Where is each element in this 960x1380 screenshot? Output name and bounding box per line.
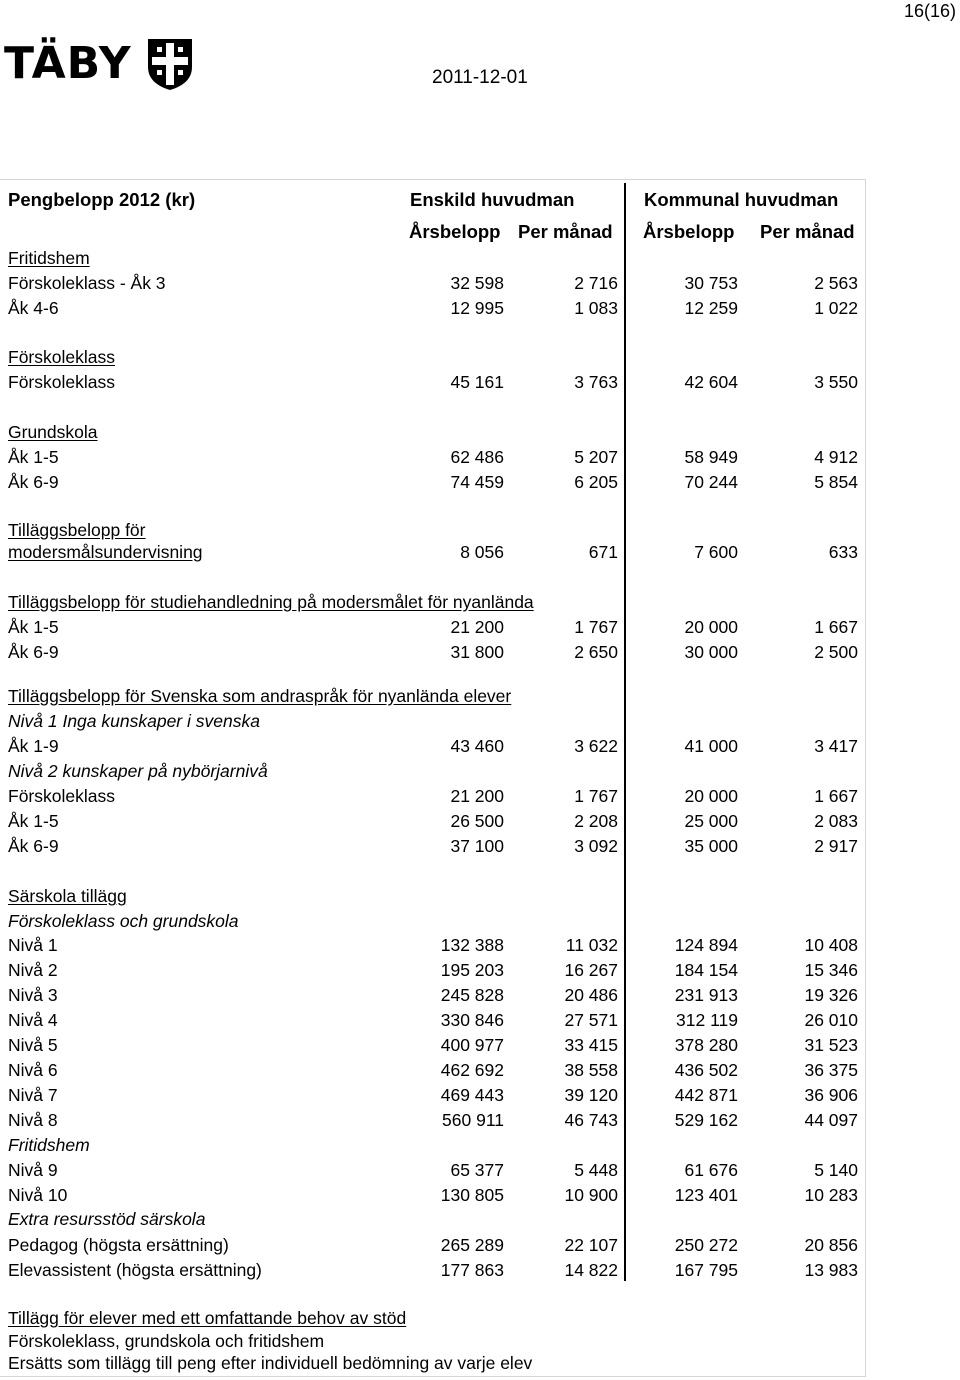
cell-enskild-arsbelopp: 26 500 — [450, 811, 504, 831]
cell-kommunal-arsbelopp: 250 272 — [674, 1235, 738, 1255]
cell-enskild-arsbelopp: 43 460 — [450, 736, 504, 756]
cell-enskild-per-manad: 39 120 — [564, 1085, 618, 1105]
row-label: Pedagog (högsta ersättning) — [8, 1235, 229, 1255]
subheader-per-manad-enskild: Per månad — [518, 221, 613, 242]
table-row — [8, 909, 860, 934]
cell-enskild-arsbelopp: 45 161 — [450, 372, 504, 392]
cell-enskild-per-manad: 14 822 — [564, 1260, 618, 1280]
cell-kommunal-arsbelopp: 529 162 — [674, 1110, 738, 1130]
cell-kommunal-per-manad: 2 500 — [814, 642, 858, 662]
row-label: Nivå 6 — [8, 1060, 58, 1080]
cell-enskild-per-manad: 5 448 — [574, 1160, 618, 1180]
cell-kommunal-arsbelopp: 70 244 — [684, 472, 738, 492]
cell-kommunal-arsbelopp: 30 000 — [684, 642, 738, 662]
cell-kommunal-per-manad: 633 — [828, 542, 858, 562]
table-row — [8, 1158, 860, 1183]
cell-enskild-arsbelopp: 130 805 — [440, 1185, 504, 1205]
cell-kommunal-arsbelopp: 41 000 — [684, 736, 738, 756]
table-row — [8, 684, 860, 709]
page-number: 16(16) — [903, 1, 956, 21]
cell-enskild-per-manad: 671 — [588, 542, 618, 562]
table-row — [8, 590, 860, 615]
row-label: Förskoleklass - Åk 3 — [8, 273, 166, 293]
section-heading: Nivå 2 kunskaper på nybörjarnivå — [8, 761, 268, 781]
section-heading: Tilläggsbelopp för — [8, 520, 146, 540]
table-row — [8, 246, 860, 271]
cell-enskild-per-manad: 2 650 — [574, 642, 618, 662]
table-row — [8, 1108, 860, 1133]
table-row — [8, 1133, 860, 1158]
cell-enskild-per-manad: 2 208 — [574, 811, 618, 831]
table-row — [8, 834, 860, 859]
footer-text: Ersätts som tillägg till peng efter individuell bedömning av varje elev — [8, 1353, 533, 1373]
header-enskild: Enskild huvudman — [410, 189, 575, 210]
section-heading: Extra resursstöd särskola — [8, 1209, 206, 1229]
cell-kommunal-arsbelopp: 436 502 — [674, 1060, 738, 1080]
table-row — [8, 345, 860, 370]
row-label: Elevassistent (högsta ersättning) — [8, 1260, 262, 1280]
table-row — [8, 640, 860, 665]
cell-enskild-arsbelopp: 74 459 — [450, 472, 504, 492]
cell-enskild-per-manad: 20 486 — [564, 985, 618, 1005]
cell-enskild-arsbelopp: 400 977 — [440, 1035, 504, 1055]
cell-kommunal-per-manad: 5 854 — [814, 472, 858, 492]
cell-kommunal-arsbelopp: 20 000 — [684, 617, 738, 637]
cell-enskild-per-manad: 2 716 — [574, 273, 618, 293]
row-label: Nivå 7 — [8, 1085, 58, 1105]
cell-enskild-arsbelopp: 8 056 — [460, 542, 504, 562]
cell-enskild-arsbelopp: 560 911 — [442, 1110, 504, 1130]
logo-wordmark: TÄBY — [4, 38, 132, 89]
cell-enskild-arsbelopp: 12 995 — [450, 298, 504, 318]
cell-kommunal-arsbelopp: 123 401 — [674, 1185, 738, 1205]
table-row — [8, 540, 860, 565]
row-label: Nivå 2 — [8, 960, 58, 980]
table-row — [8, 420, 860, 445]
section-heading: Tilläggsbelopp för Svenska som andraspråk för nyanlända elever — [8, 686, 512, 706]
cell-enskild-arsbelopp: 31 800 — [450, 642, 504, 662]
cell-kommunal-arsbelopp: 231 913 — [674, 985, 738, 1005]
cell-kommunal-arsbelopp: 30 753 — [684, 273, 738, 293]
footer-text: Förskoleklass, grundskola och fritidshem — [8, 1331, 325, 1351]
table-row — [8, 1233, 860, 1258]
cell-enskild-per-manad: 3 622 — [574, 736, 618, 756]
cell-enskild-per-manad: 38 558 — [564, 1060, 618, 1080]
row-label: Åk 1-9 — [8, 736, 59, 756]
cell-enskild-arsbelopp: 462 692 — [440, 1060, 504, 1080]
table-row — [8, 296, 860, 321]
cell-kommunal-per-manad: 15 346 — [804, 960, 858, 980]
table-row — [8, 983, 860, 1008]
cell-enskild-per-manad: 1 083 — [574, 298, 618, 318]
cell-enskild-arsbelopp: 177 863 — [440, 1260, 504, 1280]
cell-enskild-arsbelopp: 21 200 — [450, 786, 504, 806]
cell-kommunal-arsbelopp: 184 154 — [674, 960, 738, 980]
cell-kommunal-arsbelopp: 167 795 — [674, 1260, 738, 1280]
cell-kommunal-per-manad: 4 912 — [814, 447, 858, 467]
taby-logo — [4, 36, 194, 92]
section-heading: Fritidshem — [8, 1135, 90, 1155]
table-row — [8, 1033, 860, 1058]
cell-kommunal-per-manad: 2 083 — [814, 811, 858, 831]
cell-enskild-per-manad: 3 092 — [574, 836, 618, 856]
cell-enskild-per-manad: 6 205 — [574, 472, 618, 492]
cell-kommunal-per-manad: 10 408 — [804, 935, 858, 955]
table-row — [8, 445, 860, 470]
cell-kommunal-per-manad: 19 326 — [804, 985, 858, 1005]
cell-kommunal-arsbelopp: 42 604 — [684, 372, 738, 392]
cell-enskild-arsbelopp: 132 388 — [440, 935, 504, 955]
table-row — [8, 884, 860, 909]
cell-kommunal-per-manad: 36 906 — [804, 1085, 858, 1105]
section-heading: Förskoleklass och grundskola — [8, 911, 239, 931]
table-row — [8, 734, 860, 759]
subheader-arsbelopp-kommunal: Årsbelopp — [643, 221, 735, 242]
row-label: Åk 4-6 — [8, 298, 59, 318]
table-row — [8, 809, 860, 834]
cell-kommunal-per-manad: 2 563 — [814, 273, 858, 293]
cell-enskild-per-manad: 5 207 — [574, 447, 618, 467]
table-row — [8, 1258, 860, 1283]
cell-enskild-per-manad: 33 415 — [564, 1035, 618, 1055]
table-row — [8, 1058, 860, 1083]
cell-kommunal-per-manad: 1 022 — [814, 298, 858, 318]
cell-enskild-arsbelopp: 62 486 — [450, 447, 504, 467]
table-row — [8, 470, 860, 495]
cell-enskild-arsbelopp: 21 200 — [450, 617, 504, 637]
cell-kommunal-arsbelopp: 442 871 — [674, 1085, 738, 1105]
cell-kommunal-arsbelopp: 58 949 — [684, 447, 738, 467]
cell-kommunal-arsbelopp: 124 894 — [674, 935, 738, 955]
table-row — [8, 271, 860, 296]
cell-enskild-per-manad: 1 767 — [574, 786, 618, 806]
table-row — [8, 1207, 860, 1232]
cell-kommunal-arsbelopp: 35 000 — [684, 836, 738, 856]
cell-kommunal-arsbelopp: 378 280 — [674, 1035, 738, 1055]
cell-enskild-per-manad: 16 267 — [564, 960, 618, 980]
cell-kommunal-per-manad: 36 375 — [804, 1060, 858, 1080]
header-kommunal: Kommunal huvudman — [644, 189, 839, 210]
cell-enskild-arsbelopp: 265 289 — [440, 1235, 504, 1255]
cell-enskild-per-manad: 27 571 — [564, 1010, 618, 1030]
cell-kommunal-arsbelopp: 7 600 — [694, 542, 738, 562]
table-row — [8, 933, 860, 958]
footer-line — [8, 1352, 860, 1374]
section-heading: Tilläggsbelopp för studiehandledning på modersmålet för nyanlända — [8, 592, 534, 612]
table-subheader-row — [8, 219, 860, 244]
row-label: Nivå 5 — [8, 1035, 58, 1055]
cell-kommunal-per-manad: 20 856 — [804, 1235, 858, 1255]
cell-kommunal-per-manad: 3 550 — [814, 372, 858, 392]
row-label: Åk 1-5 — [8, 447, 59, 467]
table-row — [8, 759, 860, 784]
table-row — [8, 709, 860, 734]
cell-kommunal-arsbelopp: 12 259 — [684, 298, 738, 318]
cell-enskild-per-manad: 22 107 — [564, 1235, 618, 1255]
cell-enskild-per-manad: 46 743 — [564, 1110, 618, 1130]
cell-kommunal-per-manad: 2 917 — [814, 836, 858, 856]
cell-kommunal-per-manad: 31 523 — [804, 1035, 858, 1055]
table-row — [8, 1008, 860, 1033]
row-label: Nivå 3 — [8, 985, 58, 1005]
table-row — [8, 784, 860, 809]
row-label: Åk 6-9 — [8, 642, 59, 662]
cell-enskild-arsbelopp: 245 828 — [440, 985, 504, 1005]
cell-enskild-arsbelopp: 330 846 — [440, 1010, 504, 1030]
subheader-arsbelopp-enskild: Årsbelopp — [409, 221, 501, 242]
table-row — [8, 958, 860, 983]
table-row — [8, 370, 860, 395]
footer-text: Tillägg för elever med ett omfattande behov av stöd — [8, 1308, 407, 1328]
cell-enskild-arsbelopp: 195 203 — [440, 960, 504, 980]
row-label: Nivå 4 — [8, 1010, 58, 1030]
row-label: Åk 1-5 — [8, 617, 59, 637]
table-row — [8, 1183, 860, 1208]
row-label: Nivå 8 — [8, 1110, 58, 1130]
section-heading: Fritidshem — [8, 248, 90, 268]
cell-enskild-arsbelopp: 32 598 — [450, 273, 504, 293]
table-row — [8, 1083, 860, 1108]
cell-kommunal-per-manad: 5 140 — [814, 1160, 858, 1180]
cell-kommunal-per-manad: 3 417 — [814, 736, 858, 756]
cell-kommunal-per-manad: 1 667 — [814, 617, 858, 637]
cell-kommunal-per-manad: 26 010 — [804, 1010, 858, 1030]
row-label: Förskoleklass — [8, 372, 115, 392]
cell-kommunal-arsbelopp: 25 000 — [684, 811, 738, 831]
cell-kommunal-per-manad: 44 097 — [804, 1110, 858, 1130]
table-header-row — [8, 187, 860, 212]
subheader-per-manad-kommunal: Per månad — [760, 221, 855, 242]
section-heading: Nivå 1 Inga kunskaper i svenska — [8, 711, 260, 731]
footer-line — [8, 1330, 860, 1352]
cell-kommunal-arsbelopp: 61 676 — [684, 1160, 738, 1180]
section-heading: Särskola tillägg — [8, 886, 127, 906]
cell-enskild-per-manad: 3 763 — [574, 372, 618, 392]
row-label: Åk 6-9 — [8, 472, 59, 492]
cell-kommunal-arsbelopp: 312 119 — [676, 1010, 738, 1030]
section-heading: Förskoleklass — [8, 347, 115, 367]
table-row — [8, 615, 860, 640]
cell-kommunal-per-manad: 1 667 — [814, 786, 858, 806]
cell-enskild-per-manad: 11 032 — [565, 935, 618, 955]
document-date: 2011-12-01 — [432, 67, 528, 88]
cell-enskild-arsbelopp: 65 377 — [450, 1160, 504, 1180]
cell-kommunal-arsbelopp: 20 000 — [684, 786, 738, 806]
row-label: Nivå 9 — [8, 1160, 58, 1180]
coat-of-arms-icon — [146, 37, 194, 91]
row-label: modersmålsundervisning — [8, 542, 203, 562]
footer-line — [8, 1307, 860, 1329]
row-label: Nivå 10 — [8, 1185, 68, 1205]
cell-kommunal-per-manad: 13 983 — [804, 1260, 858, 1280]
table-title: Pengbelopp 2012 (kr) — [8, 189, 196, 210]
cell-enskild-arsbelopp: 469 443 — [440, 1085, 504, 1105]
row-label: Nivå 1 — [8, 935, 58, 955]
cell-enskild-per-manad: 10 900 — [564, 1185, 618, 1205]
section-heading: Grundskola — [8, 422, 98, 442]
row-label: Åk 1-5 — [8, 811, 59, 831]
row-label: Åk 6-9 — [8, 836, 59, 856]
row-label: Förskoleklass — [8, 786, 115, 806]
cell-enskild-arsbelopp: 37 100 — [450, 836, 504, 856]
cell-kommunal-per-manad: 10 283 — [804, 1185, 858, 1205]
cell-enskild-per-manad: 1 767 — [574, 617, 618, 637]
